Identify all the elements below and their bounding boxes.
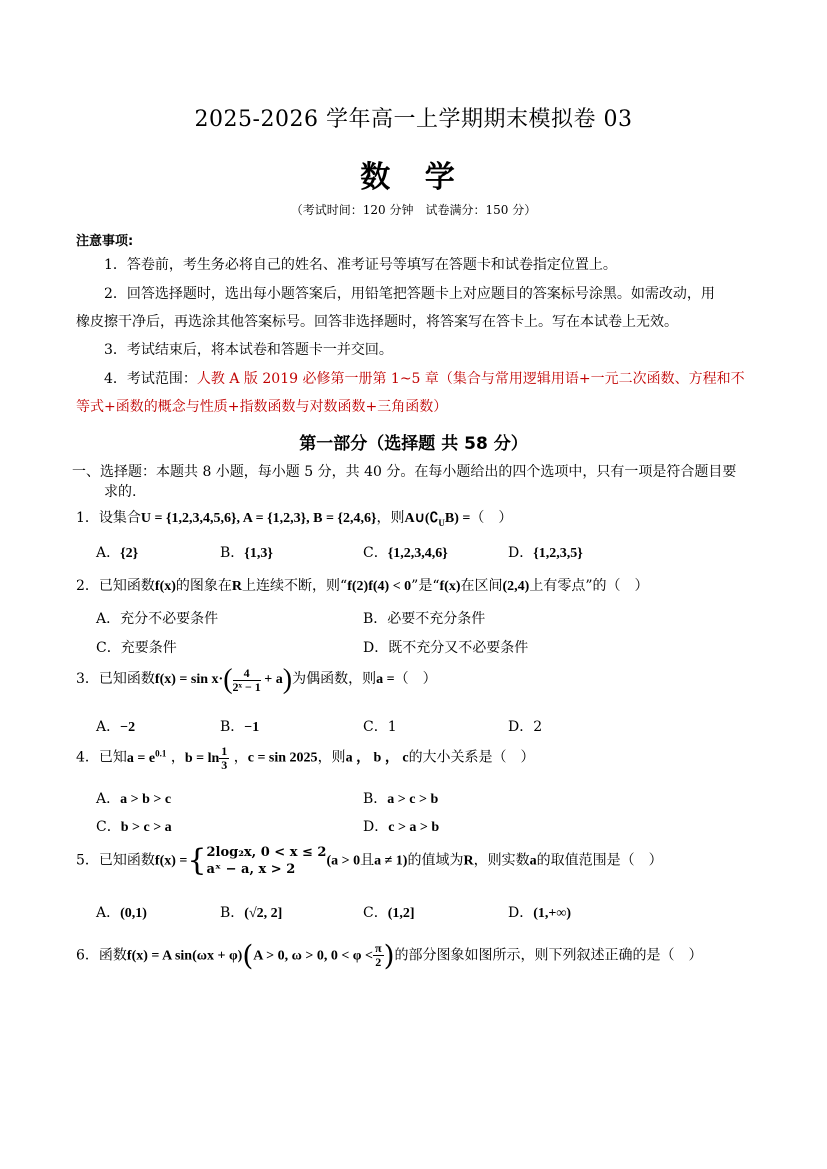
notice-item-2-cont: 橡皮擦干净后，再选涂其他答案标号。回答非选择题时，将答案写在答卡上。写在本试卷上无效。 <box>76 314 678 330</box>
scope-label: 4．考试范围： <box>104 371 197 387</box>
q2-option-d: D．既不充分又不必要条件 <box>363 640 529 656</box>
question-6: 6．函数f(x) = A sin(ωx + φ)(A > 0, ω > 0, 0 < φ < $\frac{\pi}{2}$ )的部分图象如图所示，则下列叙述正确的是（ ） <box>76 939 703 972</box>
question-4: 4．已知$a = e^{0.1}$ ，b = ln $\frac{1}{3}$ ，c = sin 2025，则a ， b ， c的大小关系是（ ） <box>76 744 535 772</box>
q3-option-c: C．1 <box>363 719 397 735</box>
q1-option-a: A．{2} <box>96 545 139 561</box>
q3-option-b: B．−1 <box>220 719 260 735</box>
q2-option-b: B．必要不充分条件 <box>363 611 486 627</box>
section-intro-cont: 求的. <box>104 484 137 500</box>
q3-function: f(x) = sin x·( $\frac{4}{\text{2ˣ − 1}}$ + a) <box>154 664 293 695</box>
q1-then: ，则 <box>376 510 405 526</box>
q1-answer-blank: （ ） <box>470 510 513 526</box>
notice-item-2: 2．回答选择题时，选出每小题答案后，用铅笔把答题卡上对应题目的答案标号涂黑。如需改动，用 <box>104 286 715 302</box>
q1-stem: 1．设集合 <box>76 510 141 526</box>
question-2: 2．已知函数f(x)的图象在R上连续不断，则“f(2)f(4) < 0”是“f(x)在区间(2,4)上有零点”的（ ） <box>76 578 649 594</box>
q5-option-a: A．(0,1) <box>96 905 147 921</box>
exam-title: 2025-2026 学年高一上学期期末模拟卷 03 <box>194 107 633 132</box>
q4-option-b: B．a > c > b <box>363 791 439 807</box>
q1-option-c: C．{1,2,3,4,6} <box>363 545 448 561</box>
q4-option-c: C．b > c > a <box>96 819 172 835</box>
q3-option-d: D．2 <box>508 719 543 735</box>
notice-item-1: 1．答卷前，考生务必将自己的姓名、准考证号等填写在答题卡和试卷指定位置上。 <box>104 257 617 273</box>
q1-option-b: B．{1,3} <box>220 545 273 561</box>
notice-heading: 注意事项: <box>76 234 134 249</box>
section-title: 第一部分（选择题 共 58 分） <box>299 434 528 454</box>
notice-item-4 <box>104 365 745 394</box>
scope-text: 人教 A 版 2019 必修第一册第 1~5 章（集合与常用逻辑用语+一元二次函数、方程和不 <box>196 371 745 387</box>
notice-item-3: 3．考试结束后，将本试卷和答题卡一并交回。 <box>104 342 393 358</box>
q1-option-d: D．{1,2,3,5} <box>508 545 583 561</box>
section-intro: 一、选择题：本题共 8 小题，每小题 5 分，共 40 分。在每小题给出的四个选项中，只有一项是符合题目要 <box>72 464 737 480</box>
q5-option-c: C．(1,2] <box>363 905 415 921</box>
q1-sets: U = {1,2,3,4,5,6}, A = {1,2,3}, B = {2,4,6} <box>140 511 377 526</box>
q4-option-a: A．a > b > c <box>96 791 172 807</box>
q5-option-b: B．(√2, 2] <box>220 905 283 921</box>
question-3: 3．已知函数f(x) = sin x·( $\frac{4}{\text{2ˣ − 1}}$ + a)为偶函数，则a =（ ） <box>76 664 437 695</box>
question-1 <box>76 507 512 528</box>
exam-meta: （考试时间：120 分钟 试卷满分：150 分） <box>290 203 537 217</box>
subject-title: 数 学 <box>360 160 467 195</box>
q5-option-d: D．(1,+∞) <box>508 905 572 921</box>
q3-option-a: A．−2 <box>96 719 136 735</box>
q1-expression: $A\cup(∁_UB)$ = <box>404 511 471 528</box>
q2-option-c: C．充要条件 <box>96 640 177 656</box>
question-5: 5．已知函数f(x) ={ 2log₂x, 0 < x ≤ 2 aˣ − a, x > 2 (a > 0且a ≠ 1)的值域为R，则实数a的取值范围是（ ） <box>76 843 663 878</box>
q4-option-d: D．c > a > b <box>363 819 440 835</box>
scope-text-cont: 等式+函数的概念与性质+指数函数与对数函数+三角函数） <box>76 399 448 415</box>
q2-option-a: A．充分不必要条件 <box>96 611 219 627</box>
